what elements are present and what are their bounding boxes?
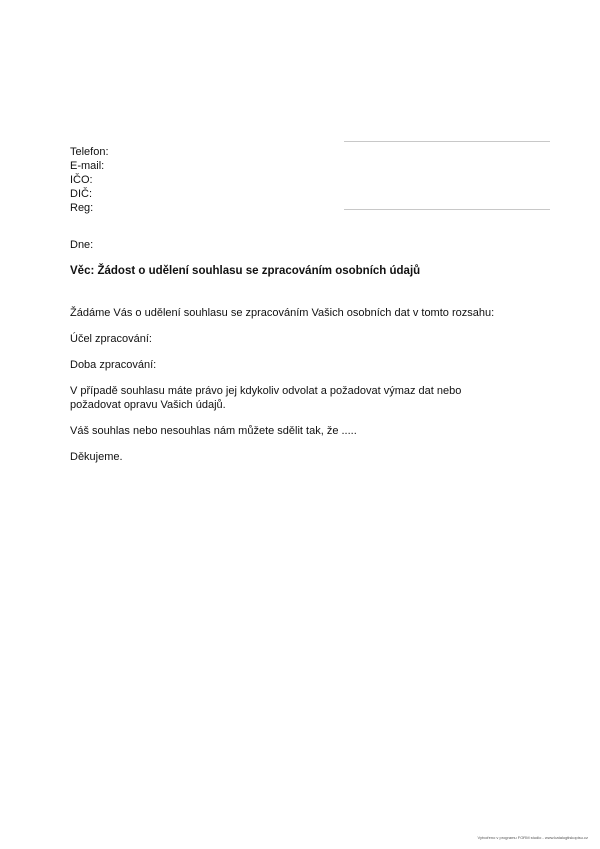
ico-label: IČO: xyxy=(70,174,93,186)
reg-label: Reg: xyxy=(70,202,94,214)
address-line-bottom xyxy=(344,209,550,210)
dic-label: DIČ: xyxy=(70,188,92,200)
address-line-top xyxy=(344,141,550,142)
footer-note: Vytvořeno v programu FORM studio - www.katalogtiskopisu.cz xyxy=(477,835,588,840)
rights-paragraph: V případě souhlasu máte právo jej kdykoliv odvolat a požadovat výmaz dat nebo požadovat opravu Vašich údajů. xyxy=(70,385,462,411)
contact-block xyxy=(70,145,109,215)
purpose-label: Účel zpracování: xyxy=(70,333,152,345)
request-paragraph: Žádáme Vás o udělení souhlasu se zpracováním Vašich osobních dat v tomto rozsahu: xyxy=(70,307,495,319)
phone-label: Telefon: xyxy=(70,146,109,158)
email-label: E-mail: xyxy=(70,160,105,172)
thanks-paragraph: Děkujeme. xyxy=(70,451,123,463)
subject-heading: Věc: Žádost o udělení souhlasu se zpracováním osobních údajů xyxy=(70,265,421,277)
duration-label: Doba zpracování: xyxy=(70,359,157,371)
reply-paragraph: Váš souhlas nebo nesouhlas nám můžete sdělit tak, že ..... xyxy=(70,425,357,437)
date-label: Dne: xyxy=(70,239,94,251)
